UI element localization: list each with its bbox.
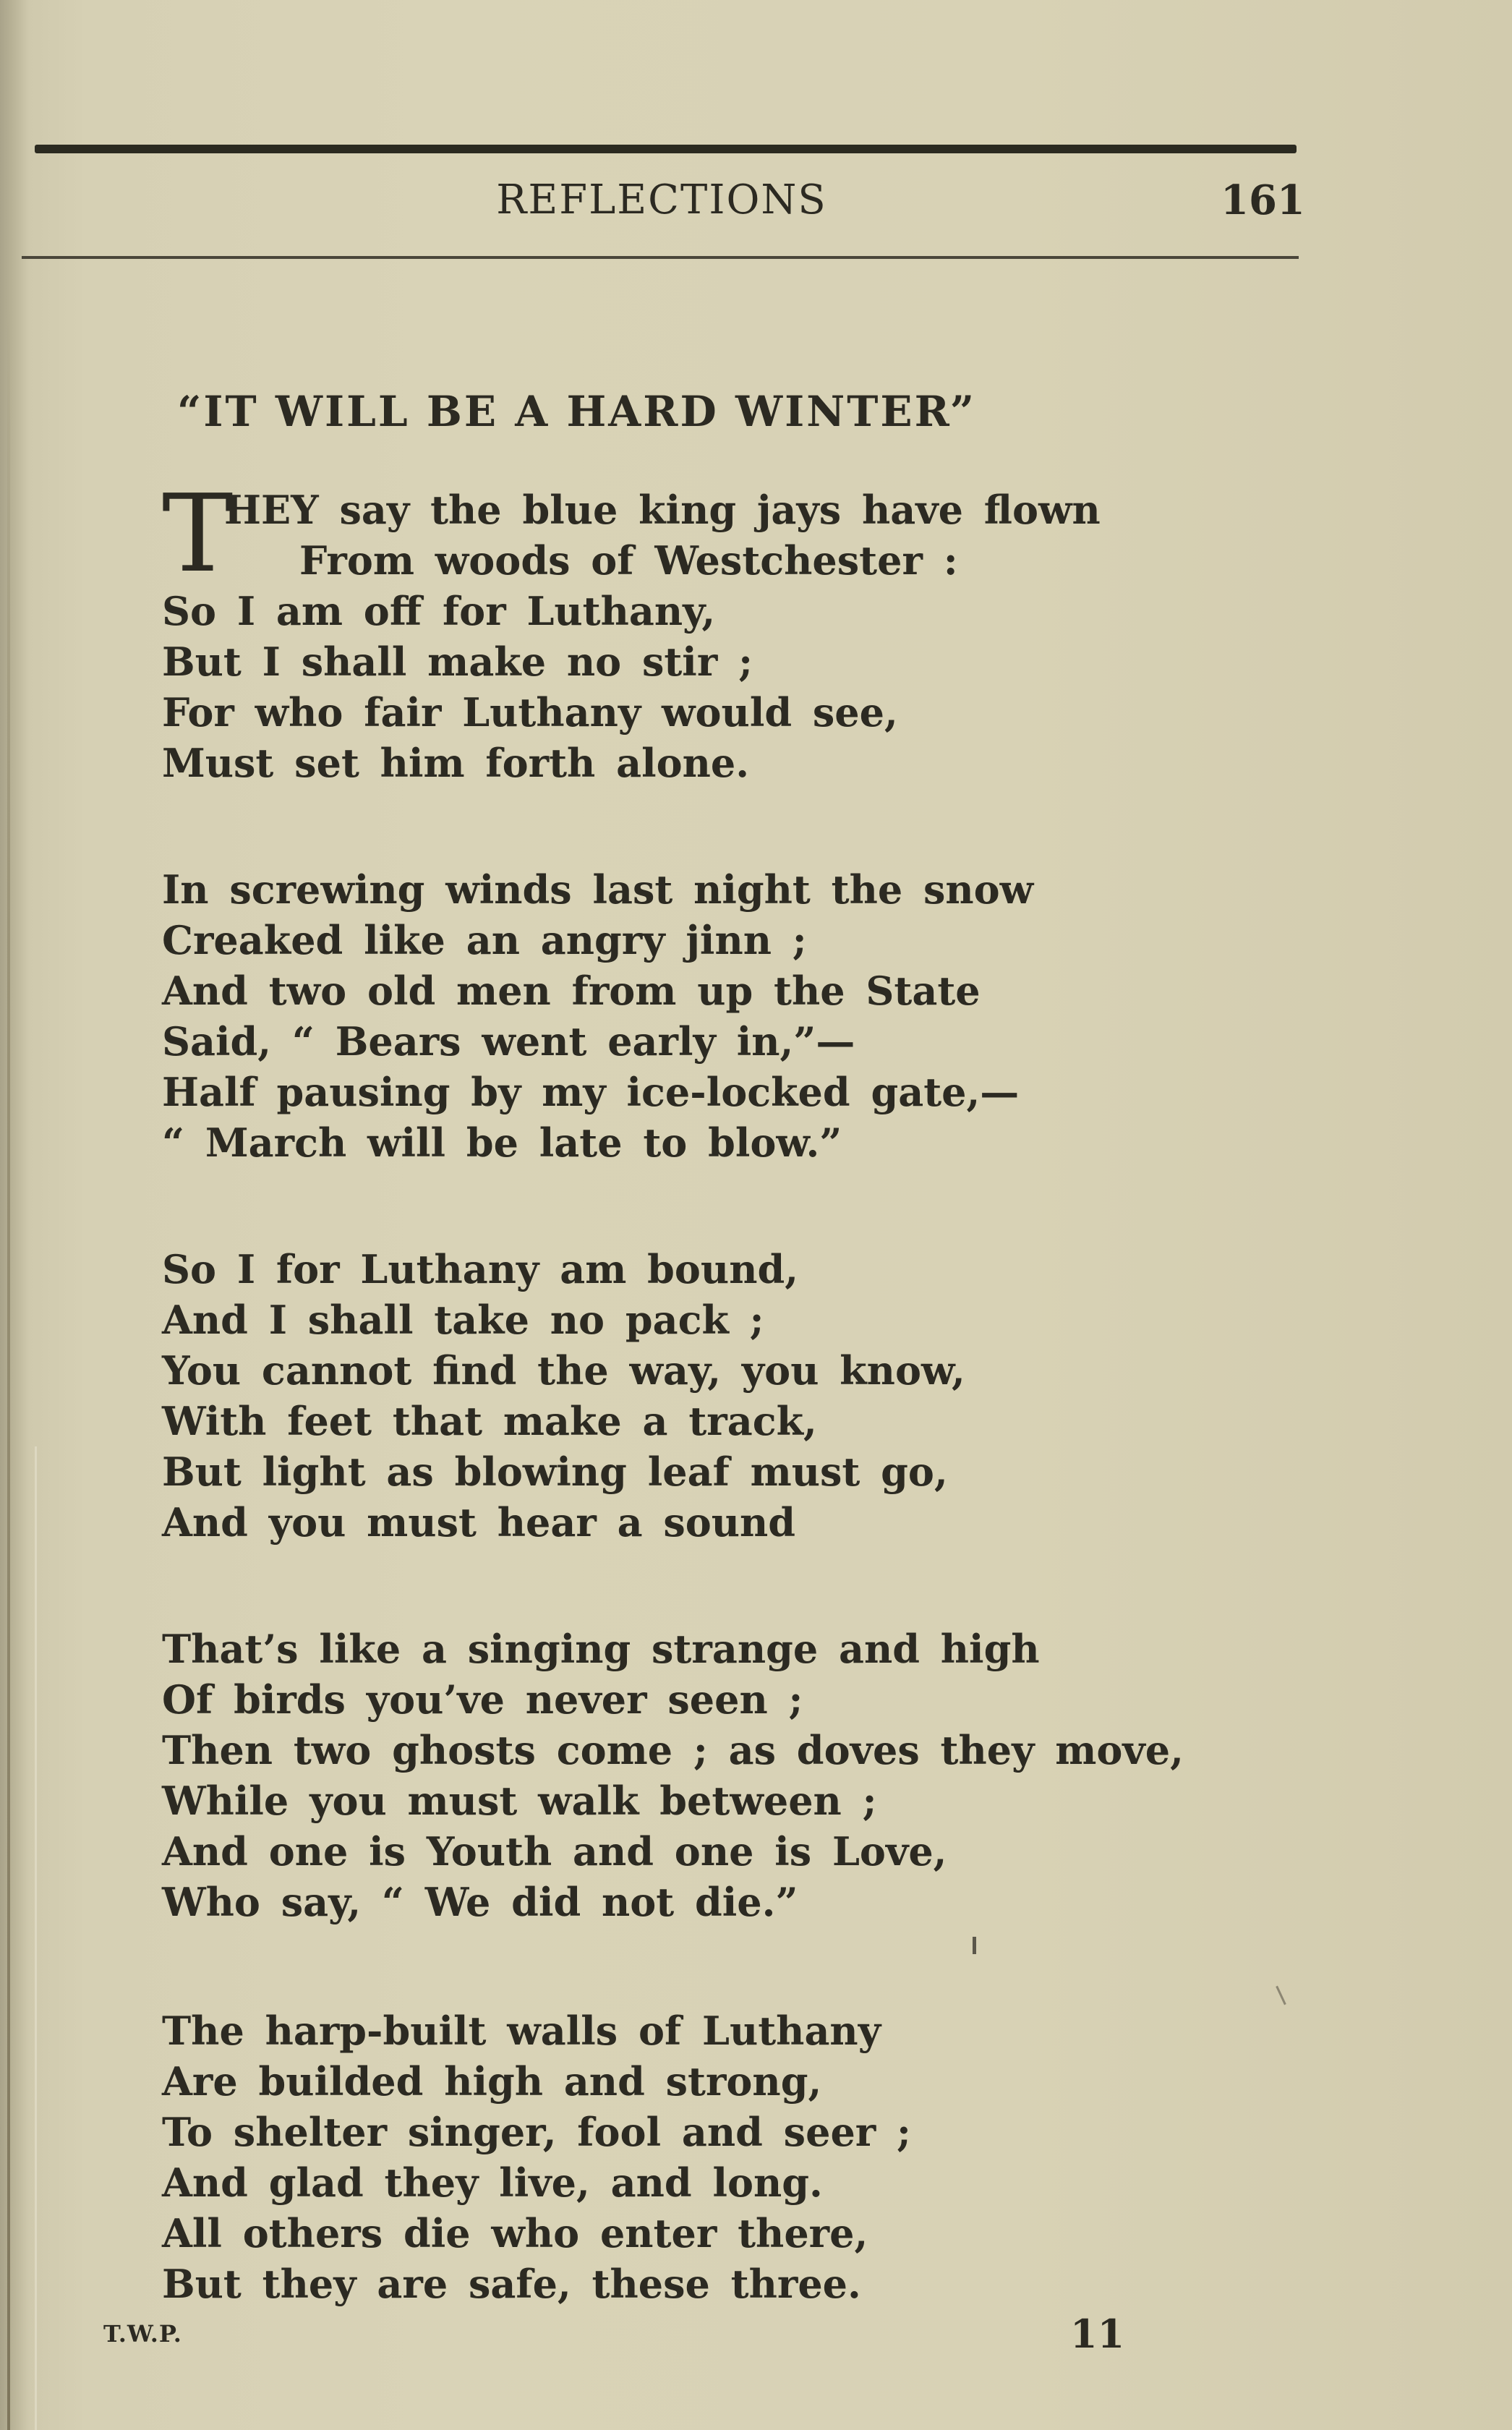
- poem-line: But I shall make no stir ;: [162, 639, 753, 685]
- header-rule-thin: [22, 256, 1299, 259]
- poem-line: But light as blowing leaf must go,: [162, 1449, 948, 1495]
- poem-line: While you must walk between ;: [162, 1778, 877, 1824]
- ink-speck: [1276, 1986, 1286, 2005]
- poem-line: And glad they live, and long.: [162, 2160, 823, 2206]
- poem-line: “ March will be late to blow.”: [162, 1120, 842, 1166]
- header-rule-thick: [35, 145, 1297, 153]
- drop-cap: T: [162, 472, 234, 596]
- poem-line: That’s like a singing strange and high: [162, 1626, 1040, 1672]
- page-edge-highlight: [35, 1446, 37, 2430]
- page-number: 161: [1221, 176, 1305, 224]
- poem-line: And one is Youth and one is Love,: [162, 1828, 947, 1875]
- poem-line: You cannot find the way, you know,: [162, 1347, 965, 1394]
- poem-line: And I shall take no pack ;: [162, 1297, 764, 1343]
- poem-line: For who fair Luthany would see,: [162, 689, 898, 736]
- sheet-number: 11: [1070, 2311, 1125, 2357]
- ink-speck: [973, 1937, 976, 1954]
- poem-line: All others die who enter there,: [162, 2210, 868, 2256]
- page-gutter-shadow: [7, 304, 10, 2430]
- poem-line: Of birds you’ve never seen ;: [162, 1676, 803, 1723]
- poem-line: From woods of Westchester :: [299, 537, 958, 584]
- running-head-title: REFLECTIONS: [496, 176, 827, 223]
- poem-line: And you must hear a sound: [162, 1499, 796, 1546]
- poem-line: Who say, “ We did not die.”: [162, 1879, 798, 1925]
- poem-line: Are builded high and strong,: [162, 2058, 822, 2105]
- poem-line: HEY say the blue king jays have flown: [224, 487, 1101, 533]
- poem-line: In screwing winds last night the snow: [162, 866, 1034, 913]
- poem-line: Must set him forth alone.: [162, 740, 750, 786]
- poem-line: To shelter singer, fool and seer ;: [162, 2109, 911, 2155]
- poem-line: The harp-built walls of Luthany: [162, 2008, 881, 2054]
- poem-line: So I for Luthany am bound,: [162, 1246, 799, 1292]
- poem-line: With feet that make a track,: [162, 1398, 817, 1444]
- poem-line: Said, “ Bears went early in,”—: [162, 1018, 855, 1065]
- poem-line: Half pausing by my ice-locked gate,—: [162, 1069, 1020, 1115]
- poem-line: Then two ghosts come ; as doves they move,: [162, 1727, 1184, 1773]
- poem-title: “IT WILL BE A HARD WINTER”: [177, 387, 977, 436]
- poem-line: But they are safe, these three.: [162, 2261, 861, 2307]
- poem-line: Creaked like an angry jinn ;: [162, 917, 807, 963]
- poem-line: And two old men from up the State: [162, 968, 981, 1014]
- signature-mark: T.W.P.: [103, 2320, 182, 2348]
- poem-line: So I am off for Luthany,: [162, 588, 716, 634]
